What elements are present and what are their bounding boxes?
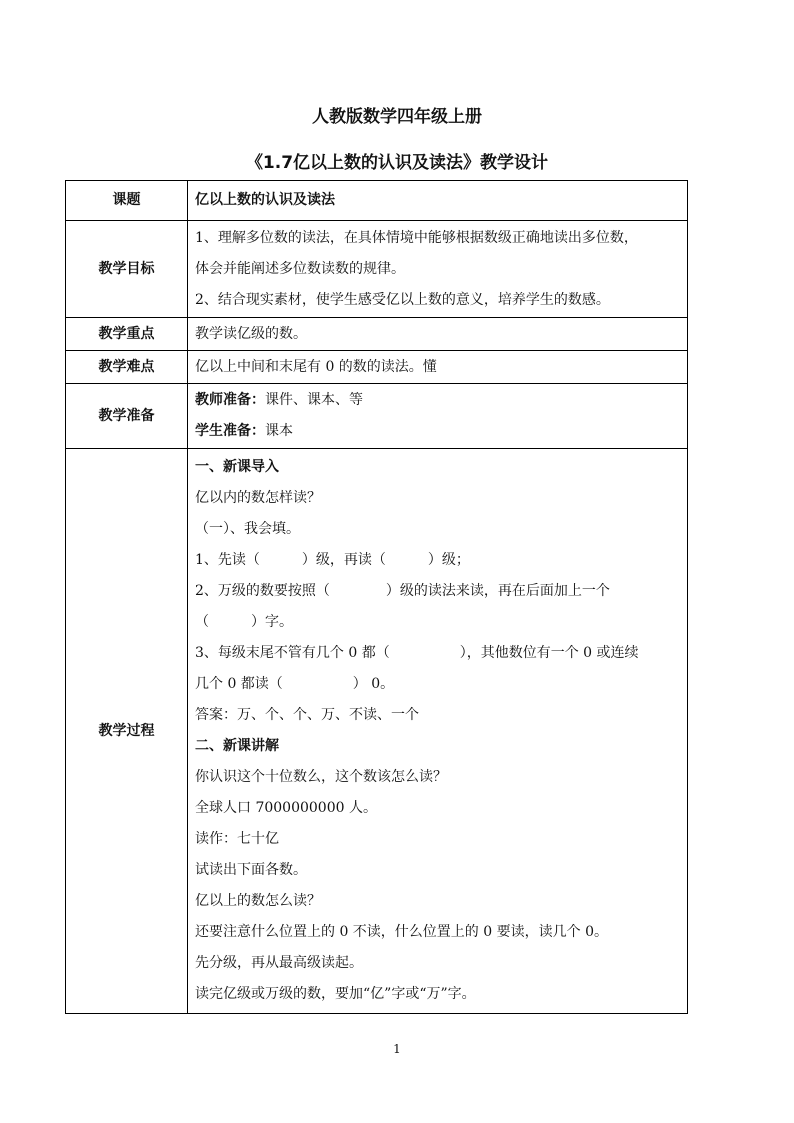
process-line: （一）、我会填。: [195, 521, 300, 537]
process-line: 还要注意什么位置上的 0 不读，什么位置上的 0 要读，读几个 0。: [195, 924, 608, 940]
row-label-difficulty: 教学难点: [66, 351, 188, 384]
objective-line: 体会并能阐述多位数读数的规律。: [195, 260, 405, 277]
document-title: 人教版数学四年级上册: [312, 107, 482, 127]
section-heading: 二、新课讲解: [195, 738, 279, 754]
process-line: 亿以上的数怎么读？: [195, 893, 321, 909]
row-key-point: [66, 318, 688, 351]
row-difficulty: [66, 351, 688, 384]
process-line: 读完亿级或万级的数，要加“亿”字或“万”字。: [195, 986, 476, 1002]
teacher-prep-label: 教师准备：: [195, 392, 265, 408]
process-line: 试读出下面各数。: [195, 862, 307, 878]
student-prep: [195, 416, 680, 447]
row-label-preparation: 教学准备: [66, 384, 188, 449]
lesson-plan-table: [65, 180, 688, 1014]
student-prep-value: 课本: [265, 423, 293, 439]
document-subtitle: 《1.7亿以上数的认识及读法》教学设计: [245, 153, 549, 173]
row-label-topic: 课题: [66, 181, 188, 221]
process-line: 读作：七十亿: [195, 831, 279, 847]
process-line: （ ）字。: [195, 614, 293, 630]
row-value-key-point: 教学读亿级的数。: [188, 318, 688, 351]
row-label-objectives: 教学目标: [66, 221, 188, 318]
row-value-process: [188, 449, 688, 1014]
process-line: 亿以内的数怎样读？: [195, 490, 321, 506]
student-prep-label: 学生准备：: [195, 423, 265, 439]
row-value-topic: 亿以上数的认识及读法: [188, 181, 688, 221]
process-line: 2、万级的数要按照（ ）级的读法来读，再在后面加上一个: [195, 583, 610, 599]
process-line: 几个 0 都读（ ） 0。: [195, 676, 395, 692]
process-line: 3、每级末尾不管有几个 0 都（ ），其他数位有一个 0 或连续: [195, 645, 639, 661]
process-line: 全球人口 7000000000 人。: [195, 800, 377, 816]
teacher-prep-value: 课件、课本、等: [265, 392, 363, 408]
row-preparation: [66, 384, 688, 449]
page-number: 1: [393, 1042, 401, 1056]
process-line: 先分级，再从最高级读起。: [195, 955, 363, 971]
row-value-difficulty: 亿以上中间和末尾有 0 的数的读法。懂: [188, 351, 688, 384]
process-line: 答案：万、个、个、万、不读、一个: [195, 707, 419, 723]
process-line: 你认识这个十位数么，这个数该怎么读？: [195, 769, 447, 785]
row-topic: [66, 181, 688, 221]
row-process: [66, 449, 688, 1014]
row-label-process: 教学过程: [66, 449, 188, 1014]
row-objectives: [66, 221, 688, 318]
objective-line: 2、结合现实素材，使学生感受亿以上数的意义，培养学生的数感。: [195, 291, 610, 308]
section-heading: 一、新课导入: [195, 459, 279, 475]
teacher-prep: [195, 385, 680, 416]
row-label-key-point: 教学重点: [66, 318, 188, 351]
row-value-objectives: [188, 221, 688, 318]
row-value-preparation: [188, 384, 688, 449]
objective-line: 1、理解多位数的读法，在具体情境中能够根据数级正确地读出多位数，: [195, 229, 638, 246]
process-line: 1、先读（ ）级，再读（ ）级；: [195, 552, 470, 568]
